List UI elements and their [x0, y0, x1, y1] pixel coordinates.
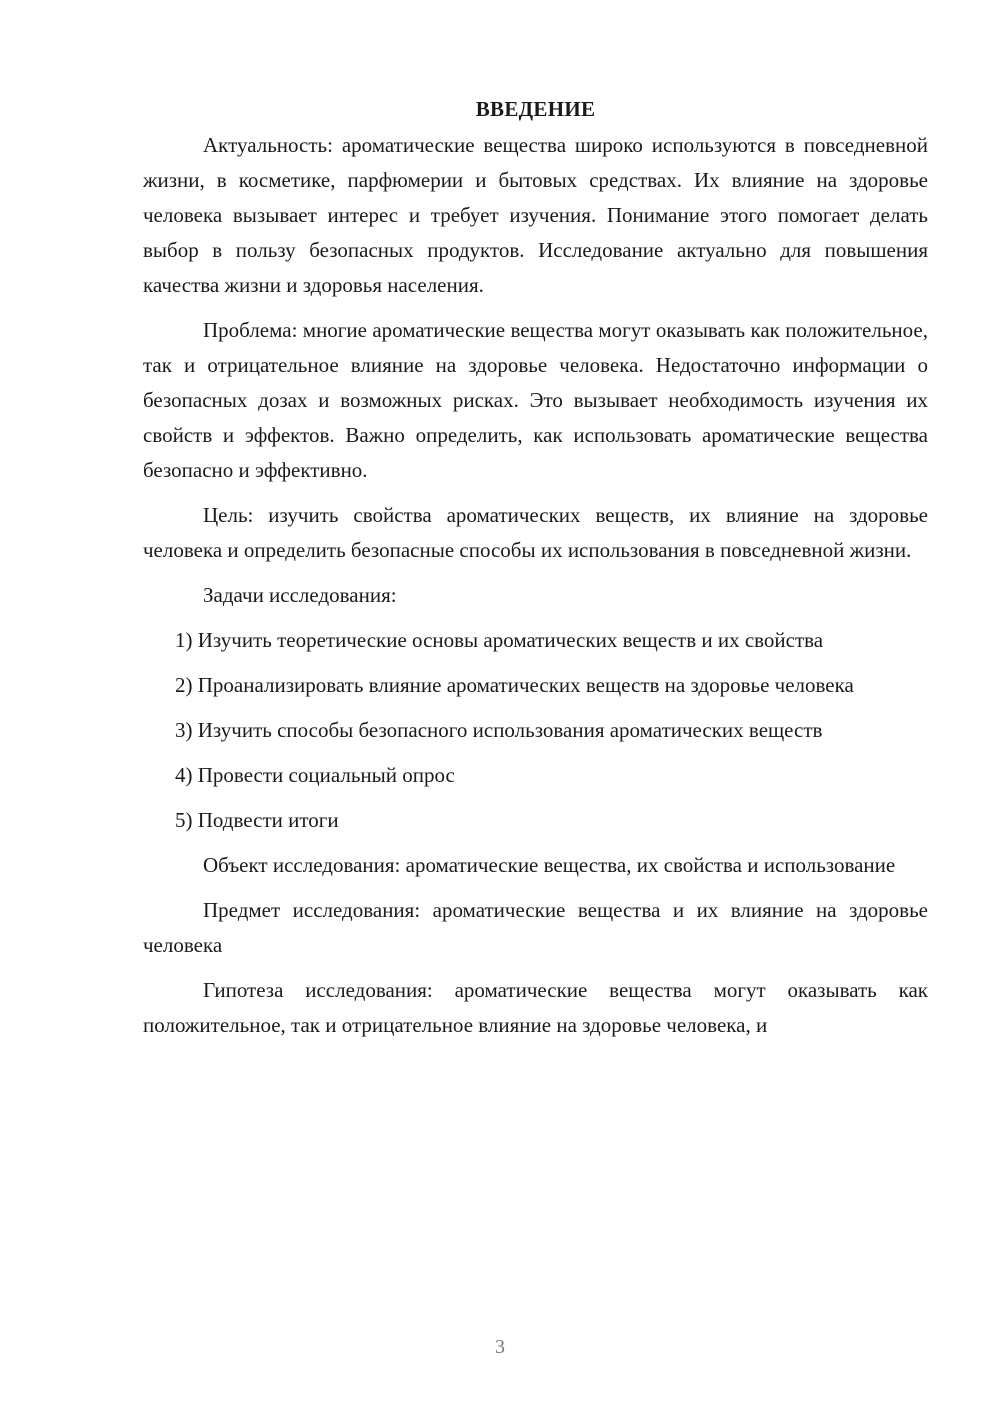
paragraph-tasks-title: Задачи исследования: — [203, 583, 397, 607]
paragraph-goal: Цель: изучить свойства ароматических веществ, их влияние на здоровье человека и определить безопасные способы их использования в повседневной жизни. — [143, 503, 928, 562]
paragraph-subject: Предмет исследования: ароматические вещества и их влияние на здоровье человека — [143, 898, 928, 957]
paragraph-problem: Проблема: многие ароматические вещества могут оказывать как положительное, так и отрицательное влияние на здоровье человека. Недостаточно информации о безопасных дозах и возможных рисках. Это вызывает необходимость изучения их свойств и эффектов. Важно определить, как использовать ароматические вещества безопасно и эффективно. — [143, 318, 928, 482]
task-item-2: 2) Проанализировать влияние ароматических веществ на здоровье человека — [175, 673, 854, 697]
section-heading: ВВЕДЕНИЕ — [475, 97, 596, 121]
page-number: 3 — [495, 1336, 505, 1358]
task-item-4: 4) Провести социальный опрос — [175, 763, 455, 787]
paragraph-object: Объект исследования: ароматические вещества, их свойства и использование — [203, 853, 896, 877]
paragraph-hypothesis: Гипотеза исследования: ароматические вещества могут оказывать как положительное, так и отрицательное влияние на здоровье человека, и — [143, 978, 928, 1037]
task-item-1: 1) Изучить теоретические основы ароматических веществ и их свойства — [175, 628, 824, 652]
document-page — [143, 92, 928, 1053]
paragraph-relevance: Актуальность: ароматические вещества широко используются в повседневной жизни, в косметике, парфюмерии и бытовых средствах. Их влияние на здоровье человека вызывает интерес и требует изучения. Понимание этого помогает делать выбор в пользу безопасных продуктов. Исследование актуально для повышения качества жизни и здоровья населения. — [143, 133, 928, 297]
task-item-3: 3) Изучить способы безопасного использования ароматических веществ — [175, 718, 823, 742]
task-item-5: 5) Подвести итоги — [175, 808, 339, 832]
